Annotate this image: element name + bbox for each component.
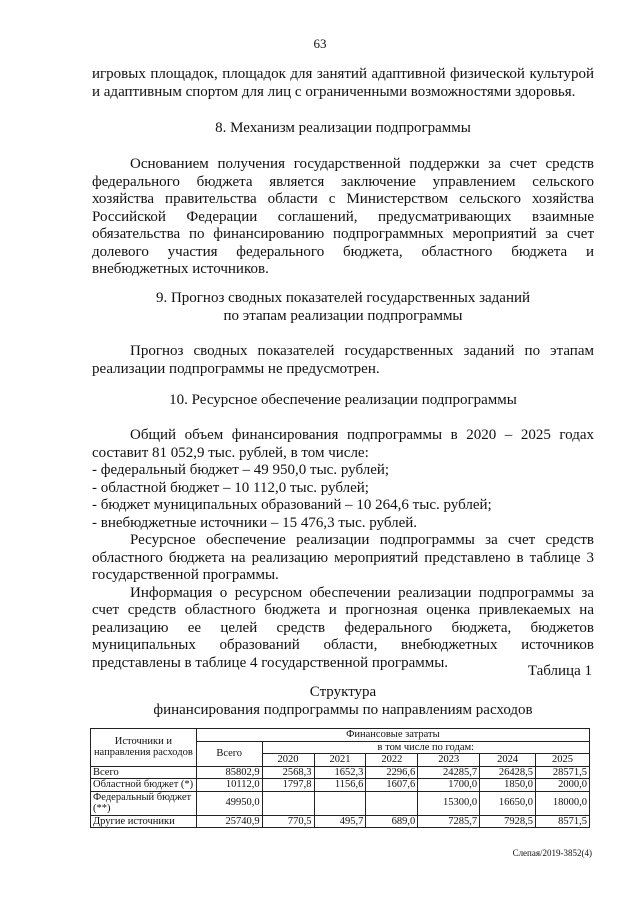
row-label: Федеральный бюджет (**) [91, 791, 197, 815]
table-title-line: финансирования подпрограммы по направлениям расходов [153, 702, 533, 718]
text-line: хозяйства правительства области с Министерством сельского хозяйства [92, 191, 594, 207]
table-title-line: Структура [309, 684, 377, 700]
header-year: 2024 [480, 754, 536, 767]
cell: 49950,0 [196, 791, 262, 815]
header-year: 2023 [418, 754, 480, 767]
section-10-title: 10. Ресурсное обеспечение реализации подпрограммы [169, 392, 517, 408]
section-10-body [92, 427, 594, 672]
header-financial-costs: Финансовые затраты [196, 729, 589, 742]
text-line: Общий объем финансирования подпрограммы в 2020 – 2025 годах [130, 427, 594, 443]
cell: 85802,9 [196, 766, 262, 779]
text-line: Ресурсное обеспечение реализации подпрограммы за счет средств [130, 532, 594, 548]
section-8-title: 8. Механизм реализации подпрограммы [215, 120, 471, 136]
cell: 10112,0 [196, 779, 262, 792]
footer-code: Слепая/2019-3852(4) [512, 848, 592, 858]
text-line: реализации подпрограммы не предусмотрен. [92, 360, 380, 377]
text-line: счет средств областного бюджета и прогнозная оценка привлекаемых на [92, 602, 594, 618]
table-label: Таблица 1 [527, 663, 592, 679]
cell: 16650,0 [480, 791, 536, 815]
section-9-title [92, 290, 594, 325]
financing-table [90, 728, 590, 828]
intro-paragraph [92, 66, 594, 101]
cell: 689,0 [366, 815, 418, 828]
text-line: Российской Федерации соглашений, предусматривающих взаимные [92, 208, 594, 225]
section-8-paragraph [92, 156, 594, 279]
cell: 7928,5 [480, 815, 536, 828]
table-row [91, 779, 590, 792]
cell: 15300,0 [418, 791, 480, 815]
cell: 1850,0 [480, 779, 536, 792]
header-year: 2020 [262, 754, 314, 767]
list-item: - бюджет муниципальных образований – 10 264,6 тыс. рублей; [92, 497, 492, 513]
text-line: федерального бюджета является заключение управлением сельского [92, 173, 594, 190]
text-line: обязательства по финансированию подпрограммных мероприятий за счет [92, 226, 594, 242]
header-years-caption: в том числе по годам: [262, 741, 589, 754]
text-line: областного бюджета на реализацию мероприятий представлено в таблице 3 [92, 549, 594, 566]
cell: 8571,5 [536, 815, 590, 828]
section-9-title-line: по этапам реализации подпрограммы [223, 307, 463, 324]
cell: 1797,8 [262, 779, 314, 792]
header-sources: Источники и направления расходов [91, 729, 197, 767]
text-line: игровых площадок, площадок для занятий адаптивной физической культурой [92, 66, 594, 82]
row-label: Областной бюджет (*) [91, 779, 197, 792]
text-line: составит 81 052,9 тыс. рублей, в том числе: [92, 444, 369, 461]
cell: 2568,3 [262, 766, 314, 779]
table-title [92, 683, 594, 719]
text-line: долевого участия федерального бюджета, областного бюджета и [92, 243, 594, 260]
text-line: муниципальных образований области, внебюджетных источников [92, 637, 594, 653]
table-row [91, 815, 590, 828]
cell: 25740,9 [196, 815, 262, 828]
row-label: Другие источники [91, 815, 197, 828]
list-item: - областной бюджет – 10 112,0 тыс. рублей; [92, 479, 369, 496]
cell: 7285,7 [418, 815, 480, 828]
text-line: внебюджетных источников. [92, 261, 269, 277]
page-number: 63 [313, 36, 327, 51]
cell: 2000,0 [536, 779, 590, 792]
list-item: - федеральный бюджет – 49 950,0 тыс. рублей; [92, 462, 390, 478]
list-item: - внебюджетные источники – 15 476,3 тыс. рублей. [92, 514, 418, 531]
text-line: представлены в таблице 4 государственной программы. [92, 654, 449, 671]
text-line: и адаптивным спортом для лиц с ограниченными возможностями здоровья. [92, 83, 576, 100]
cell: 24285,7 [418, 766, 480, 779]
section-9-title-line: 9. Прогноз сводных показателей государственных заданий [155, 290, 531, 306]
cell: 1607,6 [366, 779, 418, 792]
text-line: Прогноз сводных показателей государственных заданий по этапам [130, 343, 594, 359]
text-line: Основанием получения государственной поддержки за счет средств [130, 156, 594, 172]
cell: 2296,6 [366, 766, 418, 779]
cell [366, 791, 418, 815]
table-row [91, 766, 590, 779]
header-total: Всего [196, 741, 262, 766]
cell: 1156,6 [314, 779, 366, 792]
header-year: 2022 [366, 754, 418, 767]
section-9-paragraph [92, 343, 594, 378]
text-line: Информация о ресурсном обеспечении реализации подпрограммы за [130, 584, 594, 601]
text-line: реализацию ее целей средств федерального бюджета, бюджетов [92, 619, 594, 636]
text-line: государственной программы. [92, 567, 279, 583]
cell [262, 791, 314, 815]
table-row [91, 791, 590, 815]
cell: 1700,0 [418, 779, 480, 792]
cell: 1652,3 [314, 766, 366, 779]
header-year: 2021 [314, 754, 366, 767]
cell: 28571,5 [536, 766, 590, 779]
row-label: Всего [91, 766, 197, 779]
cell: 495,7 [314, 815, 366, 828]
cell [314, 791, 366, 815]
cell: 26428,5 [480, 766, 536, 779]
cell: 770,5 [262, 815, 314, 828]
cell: 18000,0 [536, 791, 590, 815]
header-year: 2025 [536, 754, 590, 767]
